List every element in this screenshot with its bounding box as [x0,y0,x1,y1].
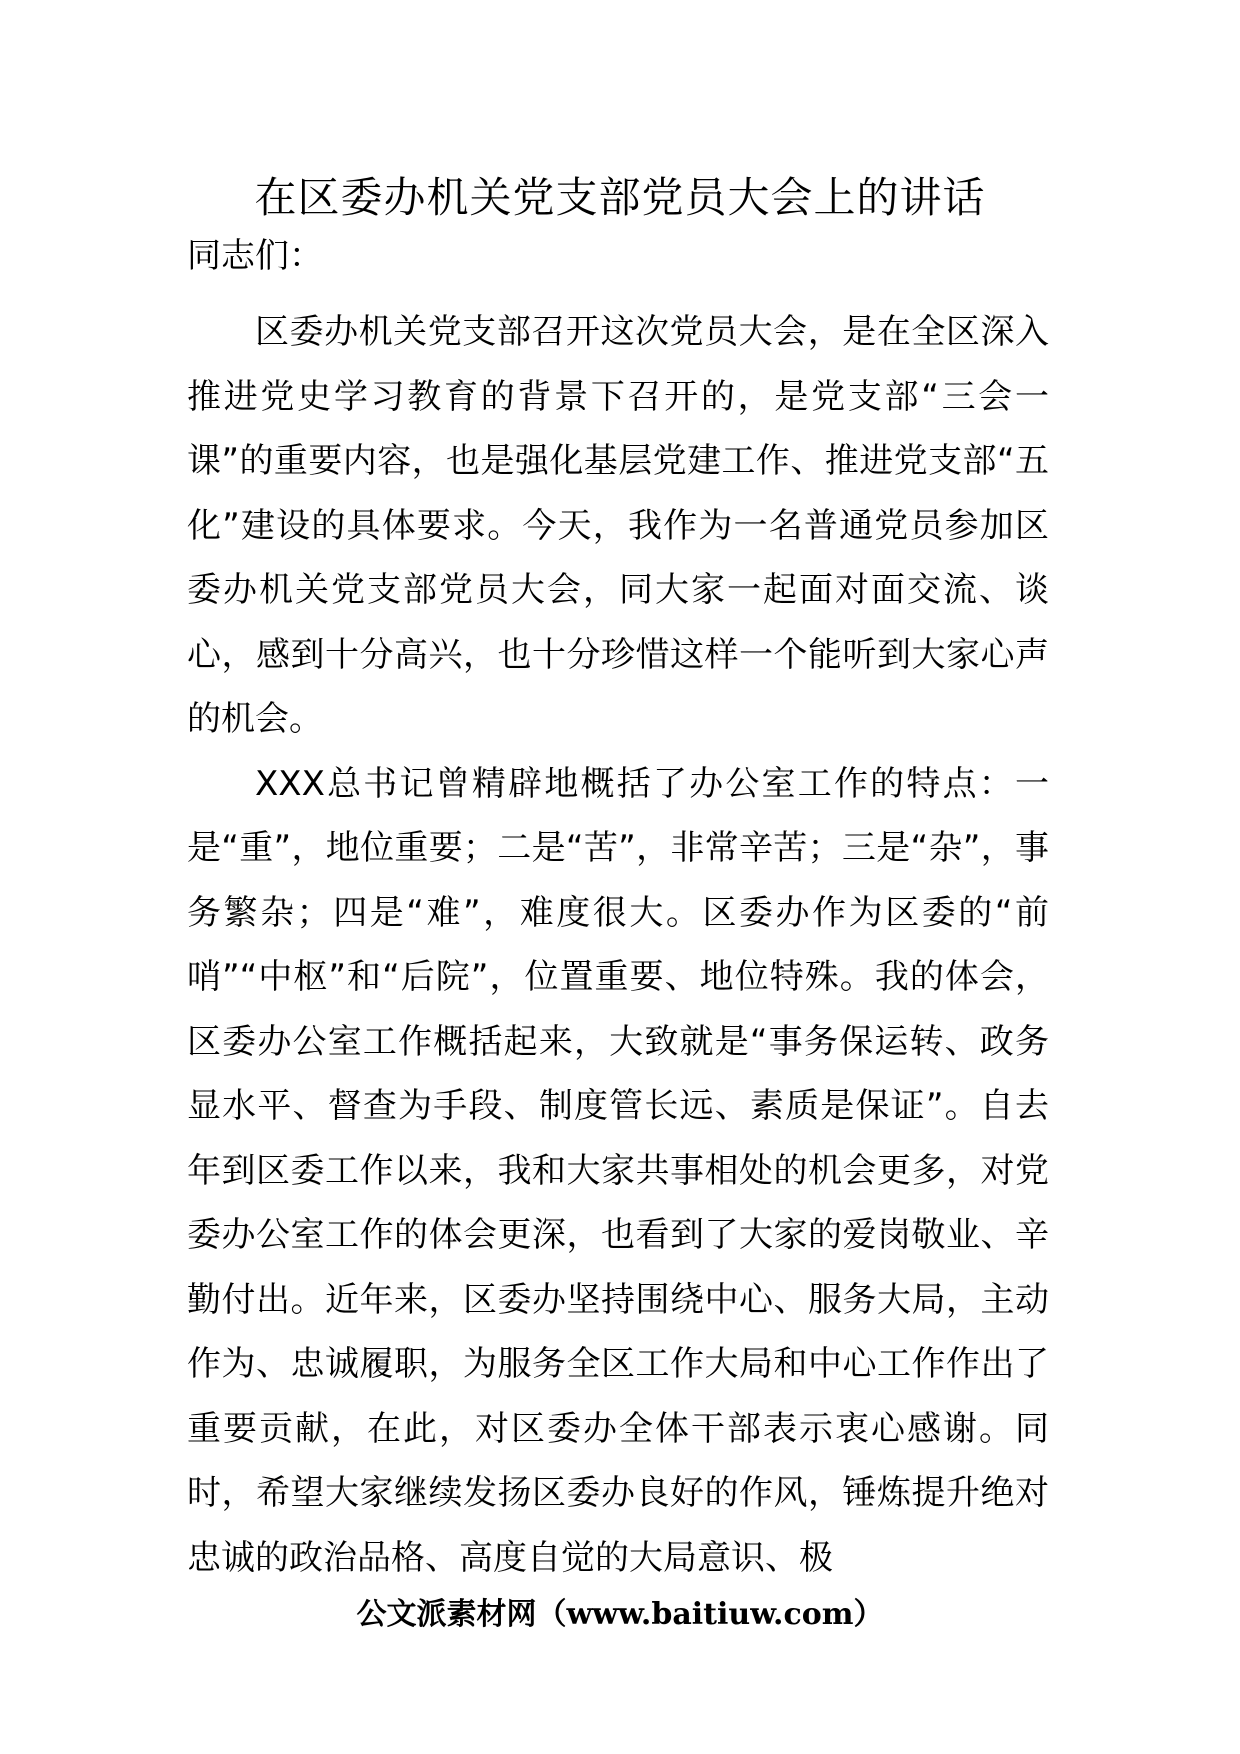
paragraph-2: XXX总书记曾精辟地概括了办公室工作的特点：一是“重”，地位重要；二是“苦”，非常辛苦；三是“杂”，事务繁杂；四是“难”，难度很大。区委办作为区委的“前哨”“中枢”和“后院”，位置重要、地位特殊。我的体会，区委办公室工作概括起来，大致就是“事务保运转、政务显水平、督查为手段、制度管长远、素质是保证”。自去年到区委工作以来，我和大家共事相处的机会更多，对党委办公室工作的体会更深，也看到了大家的爱岗敬业、辛勤付出。近年来，区委办坚持围绕中心、服务大局，主动作为、忠诚履职，为服务全区工作大局和中心工作作出了重要贡献，在此，对区委办全体干部表示衷心感谢。同时，希望大家继续发扬区委办良好的作风，锤炼提升绝对忠诚的政治品格、高度自觉的大局意识、极 [187,763,1049,1578]
document-title: 在区委办机关党支部党员大会上的讲话 [254,173,986,222]
salutation: 同志们： [187,236,323,276]
footer-watermark: 公文派素材网（www.baitiuw.com） [356,1597,884,1632]
document-body [187,300,1049,1590]
paragraph-1: 区委办机关党支部召开这次党员大会，是在全区深入推进党史学习教育的背景下召开的，是党支部“三会一课”的重要内容，也是强化基层党建工作、推进党支部“五化”建设的具体要求。今天，我作为一名普通党员参加区委办机关党支部党员大会，同大家一起面对面交流、谈心，感到十分高兴，也十分珍惜这样一个能听到大家心声的机会。 [187,312,1049,739]
